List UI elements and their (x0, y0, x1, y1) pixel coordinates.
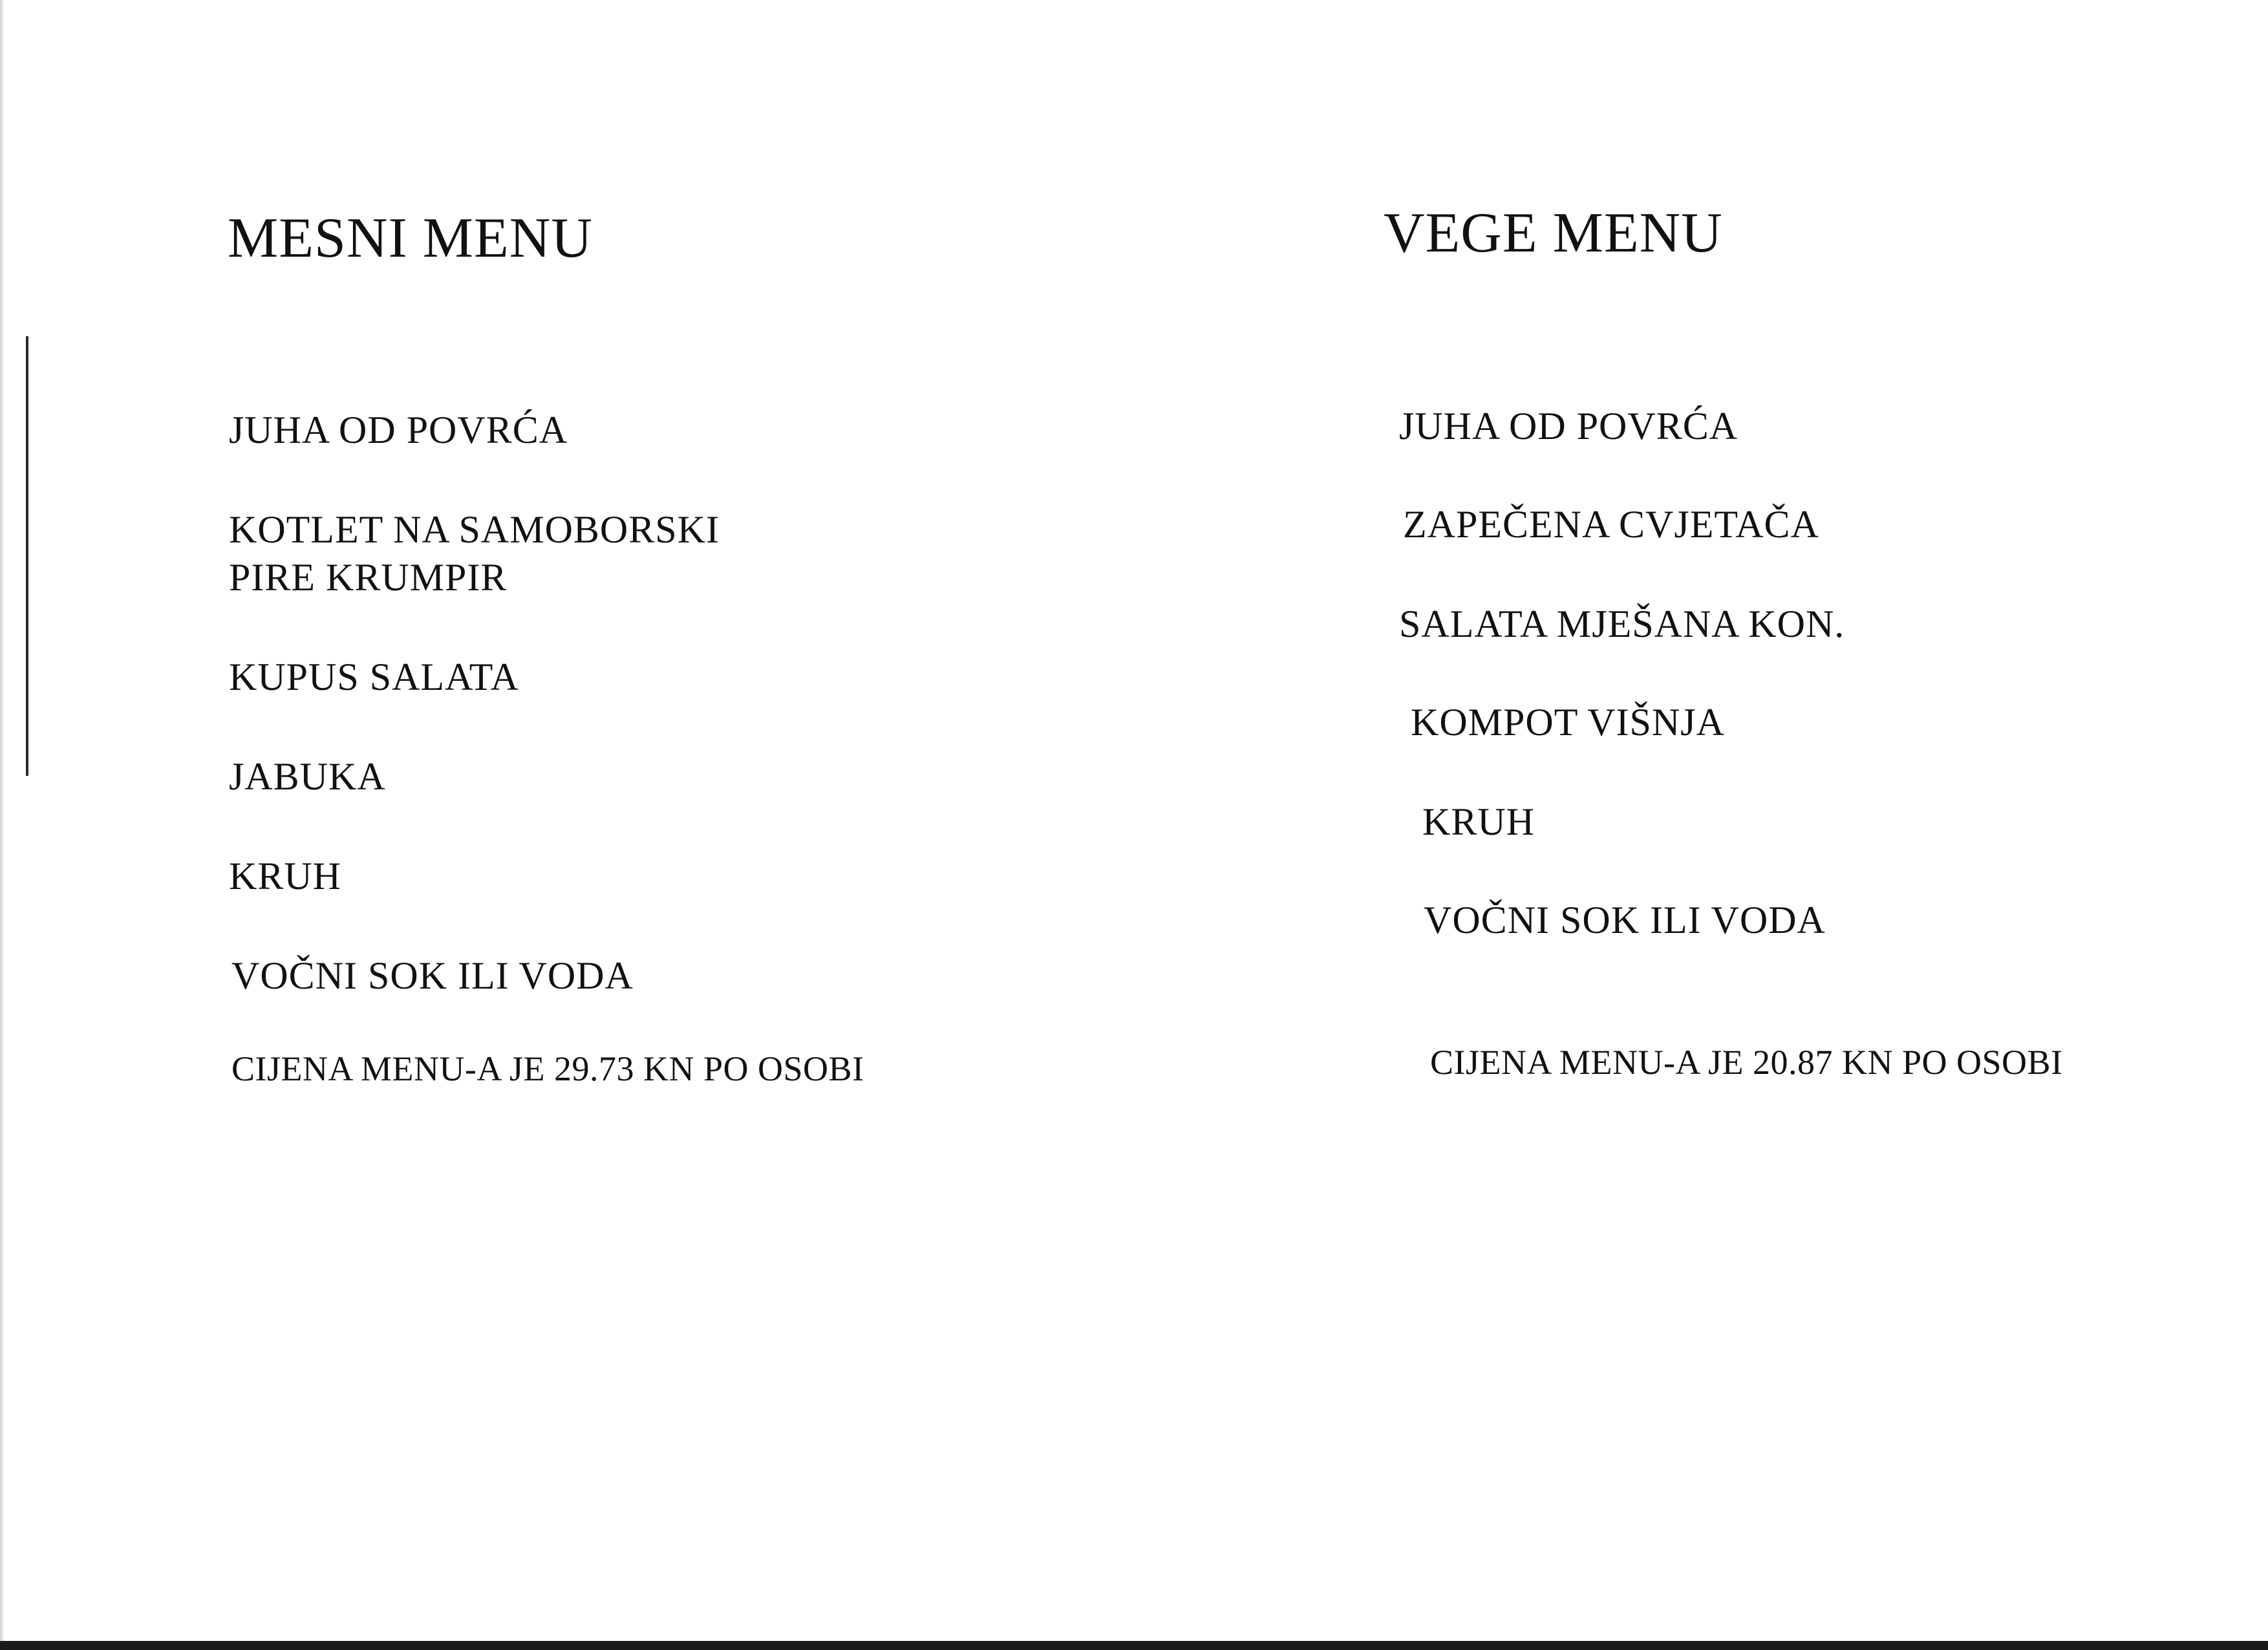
scan-artifact-line (26, 336, 28, 776)
mesni-menu-item-mash: PIRE KRUMPIR (229, 556, 508, 599)
mesni-menu-item-cutlet: KOTLET NA SAMOBORSKI (229, 508, 720, 551)
vege-menu-item-soup: JUHA OD POVRĆA (1399, 405, 1738, 447)
scan-edge-left (0, 0, 4, 1650)
vege-menu-price: CIJENA MENU-A JE 20.87 KN PO OSOBI (1430, 1043, 2063, 1082)
vege-menu-item-cauliflower: ZAPEČENA CVJETAČA (1403, 503, 1819, 546)
mesni-menu-item-bread: KRUH (229, 855, 342, 897)
mesni-menu-item-soup: JUHA OD POVRĆA (229, 409, 568, 451)
vege-menu-item-compote: KOMPOT VIŠNJA (1411, 701, 1725, 744)
mesni-menu-price: CIJENA MENU-A JE 29.73 KN PO OSOBI (231, 1049, 864, 1088)
mesni-menu-item-drink: VOČNI SOK ILI VODA (231, 954, 634, 997)
mesni-menu-item-salad: KUPUS SALATA (229, 656, 519, 698)
mesni-menu-title: MESNI MENU (228, 207, 593, 270)
scan-edge-bottom (0, 1641, 2268, 1650)
vege-menu-item-drink: VOČNI SOK ILI VODA (1424, 899, 1826, 941)
vege-menu-item-bread: KRUH (1422, 800, 1535, 843)
vege-menu-item-salad: SALATA MJEŠANA KON. (1399, 603, 1845, 645)
mesni-menu-item-apple: JABUKA (229, 755, 386, 798)
vege-menu-title: VEGE MENU (1384, 202, 1723, 264)
